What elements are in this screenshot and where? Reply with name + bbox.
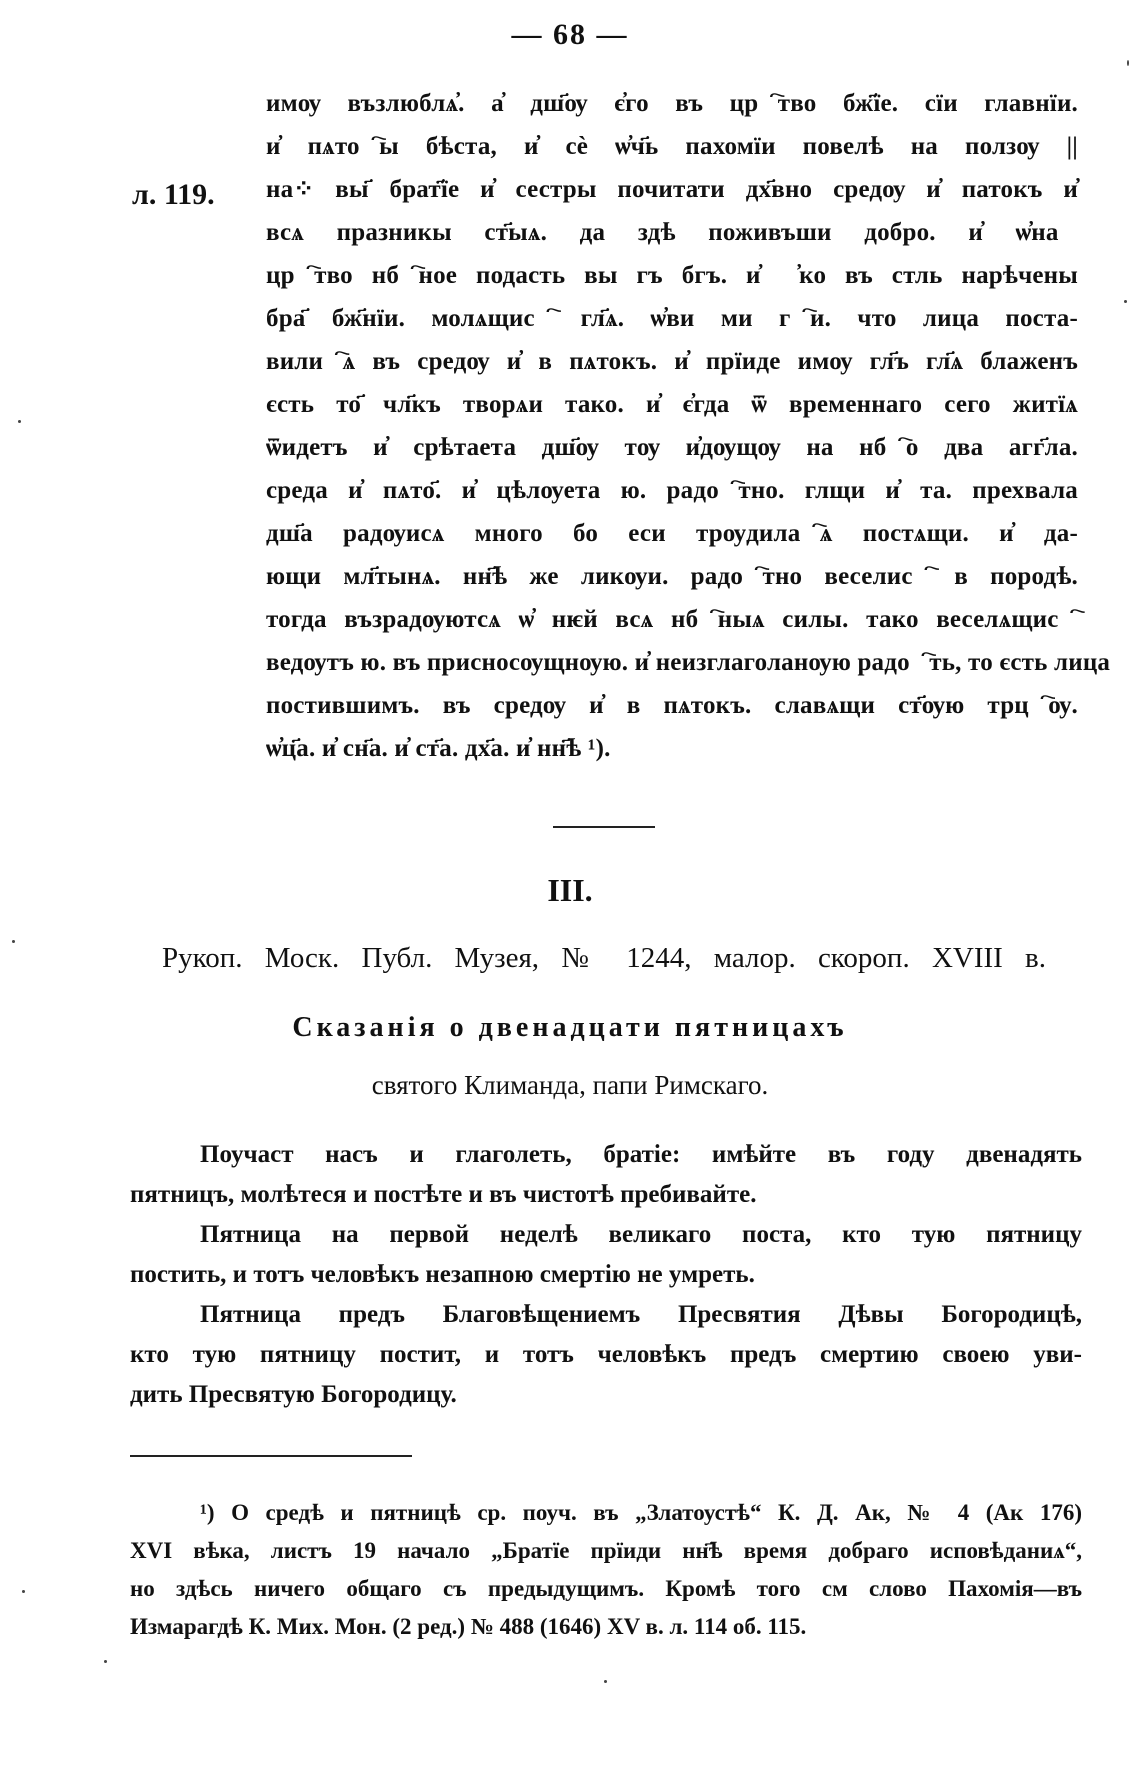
print-speck xyxy=(12,940,15,943)
body-line: дить Пресвятую Богородицу. xyxy=(130,1381,457,1408)
slavonic-line: црⷭ҇тво нбⷭ҇ное подасть вы гъ бгъ. и҆ ꙗ҆ко въ стль нарѣчены xyxy=(266,262,1078,289)
print-speck xyxy=(1127,60,1129,66)
body-line: Пятница на первой неделѣ великаго поста, кто тую пятницу xyxy=(200,1221,1082,1248)
section-separator xyxy=(553,826,655,828)
footnote-line: XVI вѣка, листъ 19 начало „Братїе прїиди нн҃ѣ время добраго исповѣданиѧ“, xyxy=(130,1538,1082,1563)
section-number: III. xyxy=(547,872,593,908)
footnote-rule xyxy=(130,1455,412,1457)
slavonic-line: и҆ пѧтоⷦ҇ы бѣста, и҆ сѐ ѡ҆ч҃ь пахомїи повелѣ на ползѹ || xyxy=(266,133,1078,160)
print-speck xyxy=(104,1660,107,1663)
body-line: пятницъ, молѣтеся и постѣте и въ чистотѣ пребивайте. xyxy=(130,1181,757,1208)
print-speck xyxy=(604,1680,607,1683)
slavonic-line: среда и҆ пѧто҃. и҆ цѣлѹета ю. радоⷭ҇тно. глщи и҆ та. прехвала xyxy=(266,477,1078,504)
slavonic-line: всѧ празникы ст҃ыѧ. да здѣ поживъши добро. и҆ ѡ҆наⷨ xyxy=(266,219,1078,246)
print-speck xyxy=(1124,300,1127,303)
print-speck xyxy=(22,1590,25,1593)
slavonic-line: єсть то҃ чл҃къ творѧи тако. и҆ є҆гда ѿ временнаго сего житїѧ xyxy=(266,391,1078,418)
body-line: кто тую пятницу постит, и тотъ человѣкъ предъ смертию своею уви- xyxy=(130,1341,1082,1368)
slavonic-line: вилиⷭ҇ѧ въ средѹ и҆ в пѧтокъ. и҆ прїиде имѹ гл҃ъ гл҃ѧ блаженъ xyxy=(266,348,1078,375)
slavonic-line: имѹ възлюблѧ҆. а҆ дш҃ѹ є҆го въ црⷭ҇тво бж҃їе. сїи главнїи. xyxy=(266,90,1078,117)
slavonic-text-block xyxy=(266,82,1111,770)
body-line: Пятница предъ Благовѣщениемъ Пресвятия Дѣвы Богородицѣ, xyxy=(200,1301,1082,1328)
margin-note: л. 119. xyxy=(132,178,215,211)
slavonic-line: на⁘ вы҃ брат҃їе и҆ сестры почитати дх҃вно средѹ и҆ патокъ и҆ xyxy=(266,176,1078,203)
slavonic-line: ющи мл҃тынѧ. нн҃ѣ же ликѹи. радоⷭ҇тно веселисⷭ҇ в породѣ. xyxy=(266,563,1078,590)
footnote-line: ¹) О средѣ и пятницѣ ср. поуч. въ „Златоустѣ“ К. Д. Ак, № 4 (Ак 176) xyxy=(200,1500,1082,1525)
body-text xyxy=(130,1135,1082,1415)
footnote-line: Измарагдѣ К. Мих. Мон. (2 ред.) № 488 (1646) XV в. л. 114 об. 115. xyxy=(130,1614,807,1639)
page-number: — 68 — xyxy=(511,18,629,51)
slavonic-line: тогда възрадѹютсѧ ѡ҆ нѥй всѧ нбⷭ҇ныѧ силы. тако веселѧщисⷭ҇ xyxy=(266,606,1078,633)
footnotes xyxy=(130,1494,1082,1646)
manuscript-reference: Рукоп. Моск. Публ. Музея, № 1244, малор. скороп. XVIII в. xyxy=(162,942,1046,974)
body-line: Поучаст насъ и глаголеть, братіе: имѣйте въ году двенадять xyxy=(200,1141,1082,1168)
print-speck xyxy=(18,420,21,423)
slavonic-line: ѿидетъ и҆ срѣтаета дш҃ѹ тѹ и҆дѹщѹ на нбⷭ҇о два агг҃ла. xyxy=(266,434,1078,461)
body-line: постить, и тотъ человѣкъ незапною смертію не умреть. xyxy=(130,1261,755,1288)
slavonic-line: постившимъ. въ средѹ и҆ в пѧтокъ. славѧщи ст҃ѹю трцⷭ҇ѹ. xyxy=(266,692,1078,719)
section-title: Сказанія о двенадцати пятницахъ xyxy=(292,1012,848,1043)
slavonic-line: ведѹтъ ю. въ присносѹщнѹю. и҆ неизглаголанѹю радоⷭ҇ть, то єсть лица xyxy=(266,649,1111,676)
slavonic-line: дш҃а радѹисѧ много бо еси трѹдилаⷭ҇ѧ постѧщи. и҆ да- xyxy=(266,520,1078,547)
slavonic-line: ѡ҆ц҃а. и҆ сн҃а. и҆ ст҃а. дх҃а. и҆ нн҃ѣ ¹). xyxy=(266,735,611,762)
slavonic-line: бра҃ бж҃нїи. молѧщисⷭ҇ гл҃ѧ. ѡ҆ви ми гⷭ҇и. что лица поста- xyxy=(266,305,1078,332)
section-subtitle: святого Климанда, папи Римскаго. xyxy=(371,1070,769,1100)
footnote-line: но здѣсь ничего общаго съ предыдущимъ. Кромѣ того см слово Пахомія—въ xyxy=(130,1576,1082,1601)
